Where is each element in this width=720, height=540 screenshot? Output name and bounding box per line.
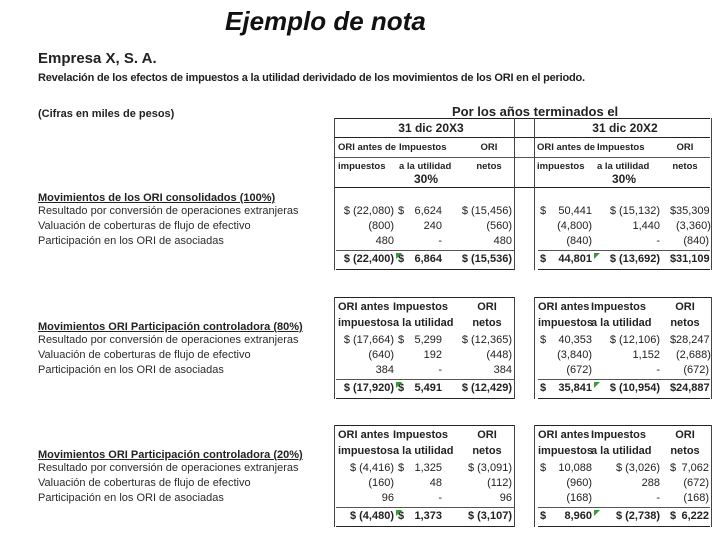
- col-header-line: impuestos: [338, 445, 394, 457]
- col-header-ori-before: [538, 427, 593, 459]
- total-cell: $ (13,692): [609, 253, 660, 265]
- header-rule-bottom: [334, 187, 710, 188]
- table-cell: 384: [493, 364, 512, 376]
- table-border: [334, 425, 335, 527]
- col-header-line: impuestos: [538, 317, 594, 329]
- total-cell: 6,864: [414, 253, 442, 265]
- table-cell: (160): [368, 477, 394, 489]
- table-cell: 288: [641, 477, 660, 489]
- total-rule: [538, 398, 710, 399]
- row-label: Valuación de coberturas de flujo de efectivo: [38, 477, 251, 489]
- table-cell: 28,247: [676, 334, 710, 346]
- table-cell: 7,062: [681, 462, 709, 474]
- row-label: Valuación de coberturas de flujo de efectivo: [38, 220, 251, 232]
- table-cell: 40,353: [558, 334, 592, 346]
- col-header-line: Impuestos: [597, 142, 645, 153]
- table-cell: $ (3,091): [467, 462, 512, 474]
- col-header-line: Impuestos: [393, 429, 449, 441]
- table-cell: (840): [683, 235, 709, 247]
- table-cell: (560): [486, 220, 512, 232]
- col-header-line: a la utilidad: [597, 161, 650, 172]
- total-cell: $: [540, 382, 547, 394]
- total-cell: 44,801: [558, 253, 592, 265]
- total-rule: [336, 526, 514, 527]
- table-cell: (800): [368, 220, 394, 232]
- row-label: Resultado por conversión de operaciones extranjeras: [38, 462, 299, 474]
- total-cell: $: [540, 510, 547, 522]
- table-cell: 384: [375, 364, 394, 376]
- table-border: [534, 425, 535, 527]
- row-label: Resultado por conversión de operaciones extranjeras: [38, 205, 299, 217]
- table-cell: (840): [566, 235, 592, 247]
- table-cell: $: [398, 462, 405, 474]
- table-cell: $ (22,080): [343, 205, 394, 217]
- table-border: [711, 118, 712, 270]
- col-header-line: a la utilidad: [393, 445, 454, 457]
- col-header-ori-net: [470, 427, 504, 459]
- total-cell: 35,841: [558, 382, 592, 394]
- col-header-taxes: [591, 427, 652, 459]
- table-cell: $ (12,365): [461, 334, 512, 346]
- table-cell: 1,325: [414, 462, 442, 474]
- total-cell: $: [670, 510, 677, 522]
- col-header-line: ORI antes: [338, 429, 390, 441]
- total-cell: $ (2,738): [615, 510, 660, 522]
- table-cell: 240: [423, 220, 442, 232]
- total-cell: $: [670, 253, 677, 265]
- row-label: Valuación de coberturas de flujo de efectivo: [38, 349, 251, 361]
- col-header-ori-net: [668, 299, 702, 331]
- table-border: [534, 297, 535, 399]
- row-label: Resultado por conversión de operaciones extranjeras: [38, 334, 299, 346]
- table-cell: $: [398, 334, 405, 346]
- total-cell: $ (12,429): [461, 382, 512, 394]
- col-header-ori-before: [538, 299, 593, 331]
- table-cell: (960): [566, 477, 592, 489]
- header-rule: [534, 297, 711, 298]
- total-cell: $: [398, 253, 405, 265]
- col-header-line: ORI: [675, 429, 695, 441]
- total-rule: [336, 269, 514, 270]
- col-header-taxes: [393, 427, 454, 459]
- col-header-line: impuestos: [338, 161, 386, 172]
- error-indicator: [594, 510, 600, 516]
- col-header-line: ORI antes: [338, 301, 390, 313]
- note-subtitle: Revelación de los efectos de impuestos a la utilidad derividado de los movimientos de los ORI en el periodo.: [38, 72, 585, 84]
- error-indicator: [396, 253, 402, 259]
- header-rule: [334, 297, 514, 298]
- col-header-line: netos: [472, 445, 502, 457]
- subtotal-rule: [336, 507, 514, 508]
- col-header-line: impuestos: [537, 161, 585, 172]
- table-border: [711, 425, 712, 527]
- table-border: [514, 118, 515, 270]
- col-header-line: netos: [672, 161, 698, 172]
- period-header: Por los años terminados el: [452, 104, 619, 119]
- total-cell: 8,960: [564, 510, 592, 522]
- table-cell: (168): [566, 492, 592, 504]
- section-title: Movimientos ORI Participación controladora (20%): [38, 449, 303, 461]
- error-indicator: [396, 510, 402, 516]
- total-cell: 31,109: [676, 253, 710, 265]
- col-header-line: a la utilidad: [393, 317, 454, 329]
- table-border: [334, 297, 335, 399]
- table-cell: -: [438, 364, 442, 376]
- subtotal-rule: [336, 250, 514, 251]
- col-header-line: Impuestos: [591, 301, 647, 313]
- col-header-taxes: [393, 299, 454, 331]
- table-cell: (4,800): [557, 220, 592, 232]
- year-header-20x3: 31 dic 20X3: [398, 121, 464, 135]
- table-cell: $ (4,416): [349, 462, 394, 474]
- year-header-20x2: 31 dic 20X2: [592, 121, 658, 135]
- table-cell: (112): [487, 477, 512, 489]
- table-cell: 480: [375, 235, 394, 247]
- table-cell: 10,088: [558, 462, 592, 474]
- table-cell: (168): [683, 492, 709, 504]
- col-header-line: ORI: [676, 142, 694, 153]
- table-cell: 5,299: [414, 334, 442, 346]
- table-cell: $: [670, 205, 677, 217]
- table-cell: (672): [683, 477, 709, 489]
- table-border: [514, 425, 515, 527]
- table-cell: $ (15,132): [609, 205, 660, 217]
- total-rule: [336, 398, 514, 399]
- header-rule: [334, 157, 710, 158]
- total-cell: 24,887: [676, 382, 710, 394]
- table-cell: (3,360): [676, 220, 711, 232]
- col-header-line: impuestos: [338, 317, 394, 329]
- total-cell: $ (3,107): [467, 510, 512, 522]
- col-header-ori-net: [470, 299, 504, 331]
- table-cell: (672): [566, 364, 592, 376]
- col-header-line: a la utilidad: [591, 317, 652, 329]
- col-header-line: netos: [476, 161, 502, 172]
- table-cell: (640): [368, 349, 394, 361]
- row-label: Participación en los ORI de asociadas: [38, 364, 224, 376]
- error-indicator: [396, 382, 402, 388]
- col-header-line: Impuestos: [591, 429, 647, 441]
- table-cell: $: [540, 205, 547, 217]
- table-cell: -: [438, 235, 442, 247]
- header-rule: [534, 425, 711, 426]
- table-cell: (672): [683, 364, 709, 376]
- table-cell: 1,152: [632, 349, 660, 361]
- total-cell: $ (10,954): [609, 382, 660, 394]
- table-cell: $: [398, 205, 405, 217]
- col-header-line: netos: [670, 317, 700, 329]
- total-rule: [538, 526, 710, 527]
- table-cell: 96: [381, 492, 394, 504]
- col-header-taxes: [591, 299, 652, 331]
- total-cell: $ (22,400): [343, 253, 394, 265]
- col-header-line: ORI antes de: [537, 142, 596, 153]
- total-cell: $: [398, 382, 405, 394]
- table-cell: -: [438, 492, 442, 504]
- table-cell: $ (3,026): [615, 462, 660, 474]
- total-cell: 6,222: [681, 510, 709, 522]
- error-indicator: [594, 253, 600, 259]
- table-cell: 48: [429, 477, 442, 489]
- total-cell: $: [670, 382, 677, 394]
- col-header-line: a la utilidad: [399, 161, 452, 172]
- table-cell: -: [656, 364, 660, 376]
- table-cell: $ (17,664): [343, 334, 394, 346]
- figures-note: (Cifras en miles de pesos): [38, 108, 175, 120]
- col-header-line: Impuestos: [393, 301, 449, 313]
- total-cell: $: [540, 253, 547, 265]
- table-cell: $: [670, 462, 677, 474]
- col-header-ori-before: [338, 427, 393, 459]
- table-cell: 1,440: [632, 220, 660, 232]
- row-label: Participación en los ORI de asociadas: [38, 492, 224, 504]
- table-border: [711, 297, 712, 399]
- table-cell: (2,688): [676, 349, 711, 361]
- table-cell: $ (12,106): [609, 334, 660, 346]
- subtotal-rule: [538, 507, 710, 508]
- col-header-line: netos: [472, 317, 502, 329]
- table-cell: $: [540, 334, 547, 346]
- table-cell: $ (15,456): [461, 205, 512, 217]
- company-name: Empresa X, S. A.: [38, 50, 157, 67]
- table-border: [514, 297, 515, 399]
- section-title: Movimientos ORI Participación controladora (80%): [38, 321, 303, 333]
- error-indicator: [594, 382, 600, 388]
- subtotal-rule: [336, 379, 514, 380]
- col-header-line: a la utilidad: [591, 445, 652, 457]
- table-cell: -: [656, 235, 660, 247]
- table-cell: (3,840): [557, 349, 592, 361]
- col-header-line: netos: [670, 445, 700, 457]
- total-cell: $ (17,920): [343, 382, 394, 394]
- header-rule-top: [334, 118, 710, 119]
- col-header-line: ORI: [675, 301, 695, 313]
- col-header-ori-net: [668, 427, 702, 459]
- table-cell: -: [656, 492, 660, 504]
- total-cell: $: [398, 510, 405, 522]
- table-cell: 6,624: [414, 205, 442, 217]
- table-cell: 96: [499, 492, 512, 504]
- subtotal-rule: [538, 379, 710, 380]
- tax-rate-20x3: 30%: [413, 172, 439, 186]
- table-cell: 35,309: [676, 205, 710, 217]
- table-cell: 192: [423, 349, 442, 361]
- table-cell: $: [670, 334, 677, 346]
- total-cell: 5,491: [414, 382, 442, 394]
- col-header-line: ORI: [480, 142, 498, 153]
- col-header-line: ORI: [477, 301, 497, 313]
- total-cell: 1,373: [414, 510, 442, 522]
- row-label: Participación en los ORI de asociadas: [38, 235, 224, 247]
- col-header-ori-before: [338, 299, 393, 331]
- table-cell: (448): [486, 349, 512, 361]
- table-border: [534, 118, 535, 270]
- tax-rate-20x2: 30%: [611, 172, 637, 186]
- subtotal-rule: [538, 250, 710, 251]
- slide-title: Ejemplo de nota: [225, 6, 426, 36]
- table-cell: $: [540, 462, 547, 474]
- col-header-line: ORI antes: [538, 301, 590, 313]
- total-rule: [538, 269, 710, 270]
- col-header-line: impuestos: [538, 445, 594, 457]
- col-header-line: Impuestos: [399, 142, 447, 153]
- table-cell: 480: [493, 235, 512, 247]
- table-border: [334, 118, 335, 270]
- header-rule: [334, 425, 514, 426]
- section-title: Movimientos de los ORI consolidados (100%): [38, 192, 276, 204]
- col-header-line: ORI antes de: [338, 142, 397, 153]
- table-cell: 50,441: [558, 205, 592, 217]
- col-header-line: ORI antes: [538, 429, 590, 441]
- col-header-line: ORI: [477, 429, 497, 441]
- total-cell: $ (15,536): [461, 253, 512, 265]
- total-cell: $ (4,480): [349, 510, 394, 522]
